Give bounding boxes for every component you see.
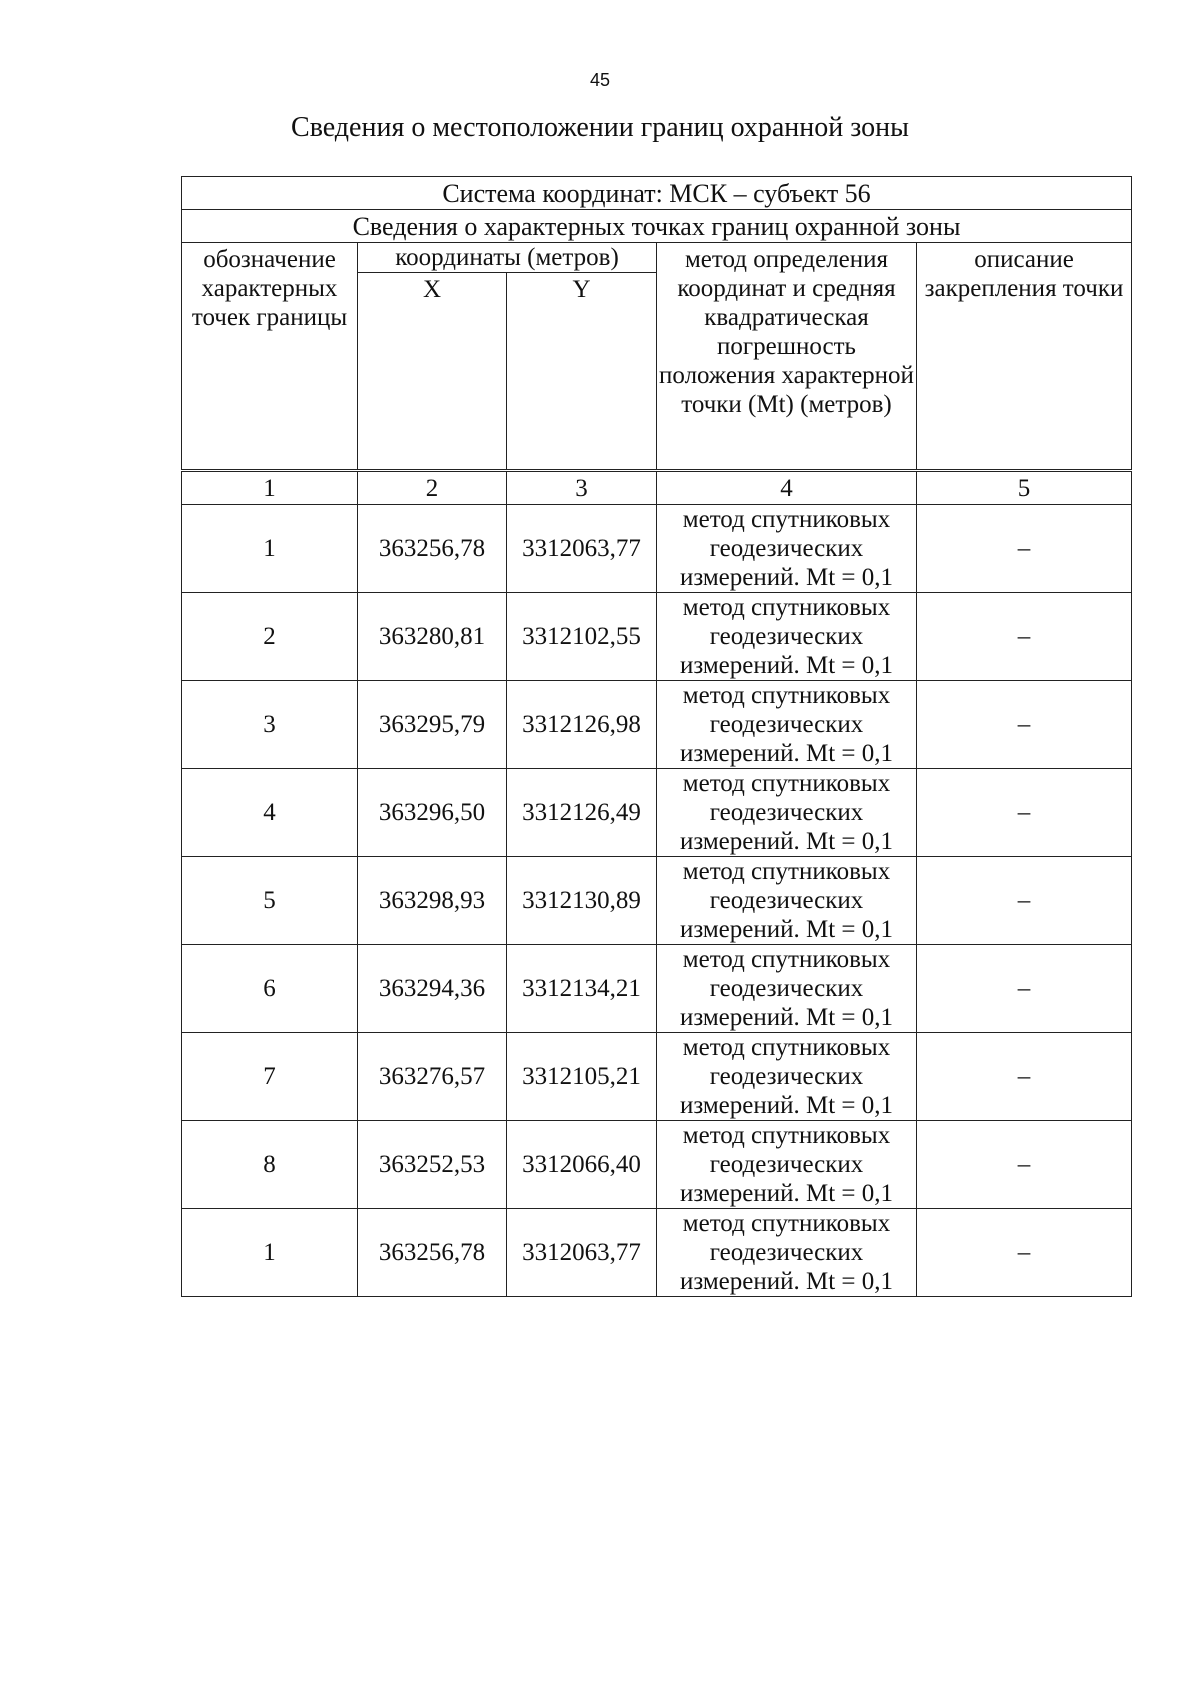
column-number: 5 [917, 471, 1132, 505]
header-point-designation: обозначение характерных точек границы [182, 243, 358, 471]
column-number: 1 [182, 471, 358, 505]
method-cell: метод спутниковых геодезических измерений. Mt = 0,1 [657, 769, 917, 857]
description-cell: – [917, 857, 1132, 945]
method-cell: метод спутниковых геодезических измерений. Mt = 0,1 [657, 857, 917, 945]
description-cell: – [917, 1209, 1132, 1297]
column-number: 4 [657, 471, 917, 505]
method-cell: метод спутниковых геодезических измерений. Mt = 0,1 [657, 1121, 917, 1209]
column-number-row [182, 471, 1132, 505]
method-cell: метод спутниковых геодезических измерений. Mt = 0,1 [657, 681, 917, 769]
y-cell: 3312063,77 [507, 505, 657, 593]
y-cell: 3312134,21 [507, 945, 657, 1033]
point-cell: 1 [182, 505, 358, 593]
column-number: 2 [358, 471, 507, 505]
description-cell: – [917, 505, 1132, 593]
boundary-points-table [181, 176, 1132, 1297]
description-cell: – [917, 1121, 1132, 1209]
coordinate-system-row [182, 177, 1132, 210]
table-row [182, 1121, 1132, 1209]
method-cell: метод спутниковых геодезических измерений. Mt = 0,1 [657, 593, 917, 681]
document-title: Сведения о местоположении границ охранной зоны [291, 112, 909, 143]
x-cell: 363294,36 [358, 945, 507, 1033]
method-cell: метод спутниковых геодезических измерений. Mt = 0,1 [657, 1209, 917, 1297]
y-cell: 3312102,55 [507, 593, 657, 681]
table-row [182, 945, 1132, 1033]
point-cell: 3 [182, 681, 358, 769]
y-cell: 3312126,49 [507, 769, 657, 857]
coordinate-system-cell: Система координат: МСК – субъект 56 [182, 177, 1132, 210]
header-row [182, 243, 1132, 273]
header-y: Y [507, 273, 657, 471]
method-cell: метод спутниковых геодезических измерений. Mt = 0,1 [657, 505, 917, 593]
point-cell: 2 [182, 593, 358, 681]
description-cell: – [917, 945, 1132, 1033]
table-row [182, 769, 1132, 857]
table-row [182, 1209, 1132, 1297]
description-cell: – [917, 593, 1132, 681]
header-x: X [358, 273, 507, 471]
page-number: 45 [589, 70, 611, 90]
y-cell: 3312066,40 [507, 1121, 657, 1209]
table-row [182, 857, 1132, 945]
points-info-cell: Сведения о характерных точках границ охранной зоны [182, 210, 1132, 243]
x-cell: 363296,50 [358, 769, 507, 857]
points-info-row [182, 210, 1132, 243]
description-cell: – [917, 1033, 1132, 1121]
y-cell: 3312126,98 [507, 681, 657, 769]
point-cell: 6 [182, 945, 358, 1033]
x-cell: 363298,93 [358, 857, 507, 945]
point-cell: 5 [182, 857, 358, 945]
description-cell: – [917, 769, 1132, 857]
table-row [182, 1033, 1132, 1121]
y-cell: 3312105,21 [507, 1033, 657, 1121]
header-description: описание закрепления точки [917, 243, 1132, 471]
point-cell: 1 [182, 1209, 358, 1297]
table-body [182, 177, 1132, 1297]
x-cell: 363256,78 [358, 505, 507, 593]
table-row [182, 593, 1132, 681]
header-coordinates: координаты (метров) [358, 243, 657, 273]
method-cell: метод спутниковых геодезических измерений. Mt = 0,1 [657, 945, 917, 1033]
point-cell: 4 [182, 769, 358, 857]
method-cell: метод спутниковых геодезических измерений. Mt = 0,1 [657, 1033, 917, 1121]
table-row [182, 681, 1132, 769]
y-cell: 3312063,77 [507, 1209, 657, 1297]
point-cell: 8 [182, 1121, 358, 1209]
column-number: 3 [507, 471, 657, 505]
x-cell: 363280,81 [358, 593, 507, 681]
x-cell: 363295,79 [358, 681, 507, 769]
table-row [182, 505, 1132, 593]
x-cell: 363256,78 [358, 1209, 507, 1297]
x-cell: 363276,57 [358, 1033, 507, 1121]
description-cell: – [917, 681, 1132, 769]
point-cell: 7 [182, 1033, 358, 1121]
header-method: метод определения координат и средняя квадратическая погрешность положения характерной точки (Mt) (метров) [657, 243, 917, 471]
x-cell: 363252,53 [358, 1121, 507, 1209]
y-cell: 3312130,89 [507, 857, 657, 945]
